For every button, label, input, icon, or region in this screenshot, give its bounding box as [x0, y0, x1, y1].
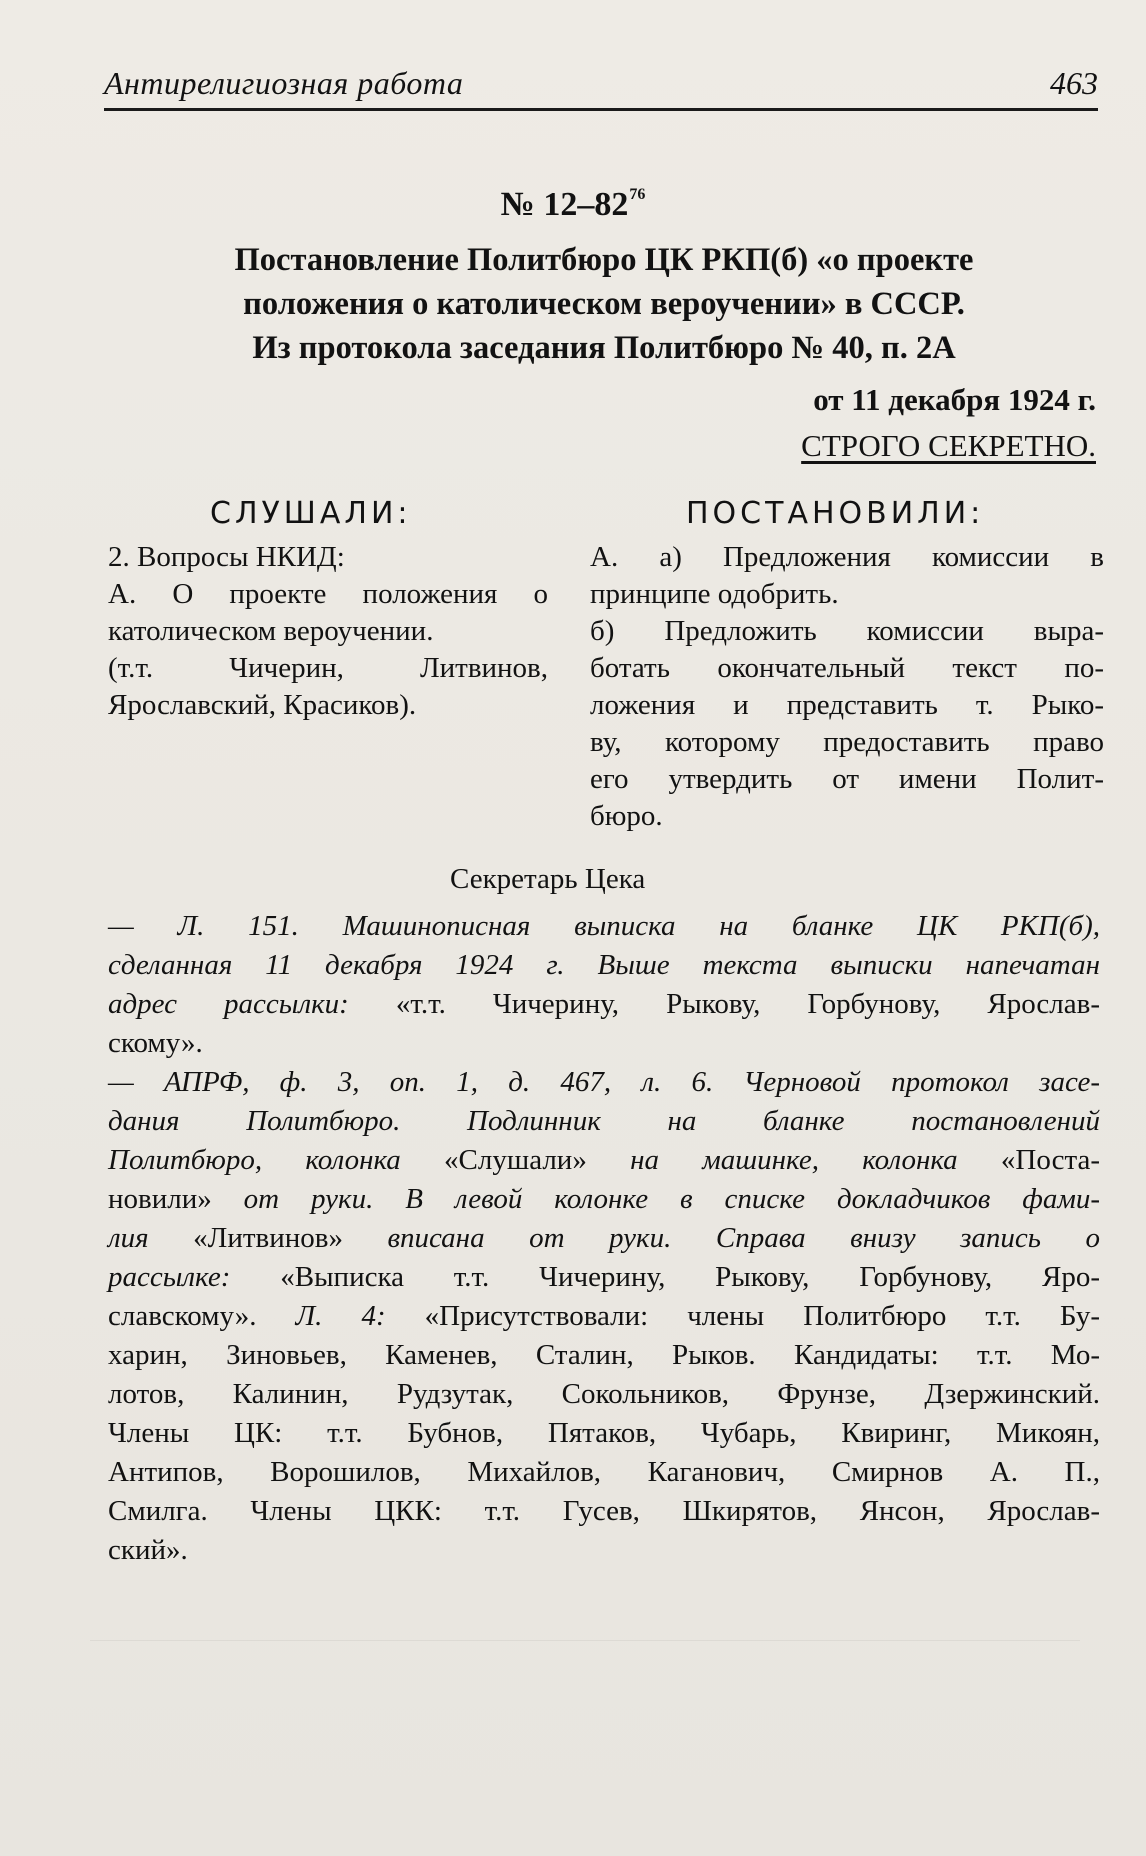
note-quote: «Поста-	[957, 1144, 1101, 1176]
note-line	[108, 985, 1100, 1024]
heard-heading: СЛУШАЛИ:	[210, 496, 412, 531]
note-quote: «Литвинов»	[148, 1222, 388, 1254]
bleed-through-divider	[90, 1640, 1080, 1641]
secrecy-stamp: СТРОГО СЕКРЕТНО.	[801, 428, 1096, 463]
note-text: сделанная 11 декабря 1924 г. Выше текста выписки напечатан	[108, 949, 1100, 981]
resolved-line: ботать окончательный текст по-	[590, 652, 1104, 684]
document-number-text: № 12–82	[500, 186, 629, 223]
note-text: на машинке, колонка	[630, 1144, 958, 1176]
note-quote: «Выписка т.т. Чичерину, Рыкову, Горбунову, Яро-	[230, 1261, 1100, 1293]
note-line	[108, 1141, 1100, 1180]
note-quote: «Слушали»	[400, 1144, 631, 1176]
note-text: вписана от руки. Справа внизу запись о	[387, 1222, 1100, 1254]
note-text: дания Политбюро. Подлинник на бланке постановлений	[108, 1105, 1100, 1137]
resolved-line: б) Предложить комиссии выра-	[590, 615, 1104, 647]
note-quote: скому».	[108, 1027, 203, 1059]
heard-line: А. О проекте положения о	[108, 578, 548, 610]
running-header	[104, 62, 1098, 111]
heard-line: 2. Вопросы НКИД:	[108, 541, 345, 573]
note-text: — АПРФ, ф. 3, оп. 1, д. 467, л. 6. Черновой протокол засе-	[108, 1066, 1100, 1098]
note-line: Антипов, Ворошилов, Михайлов, Каганович, Смирнов А. П.,	[108, 1456, 1100, 1488]
note-line: лотов, Калинин, Рудзутак, Сокольников, Фрунзе, Дзержинский.	[108, 1378, 1100, 1410]
note-line	[108, 946, 1100, 985]
resolved-line: ву, которому предоставить право	[590, 726, 1104, 758]
note-line	[108, 1180, 1100, 1219]
page-number: 463	[1050, 65, 1098, 101]
note-quote: «Присутствовали: члены Политбюро т.т. Бу-	[385, 1300, 1100, 1332]
note-line	[108, 1219, 1100, 1258]
note-text: Политбюро, колонка	[108, 1144, 401, 1176]
note-text: адрес рассылки:	[108, 988, 349, 1020]
note-quote: славскому».	[108, 1300, 257, 1332]
note-line	[108, 1258, 1100, 1297]
note-quote: «т.т. Чичерину, Рыкову, Горбунову, Ярослав-	[348, 988, 1100, 1020]
resolved-column	[590, 539, 1104, 835]
note-text: — Л. 151. Машинописная выписка на бланке ЦК РКП(б),	[108, 910, 1100, 942]
title-line: положения о католическом вероучении» в СССР.	[243, 286, 965, 322]
title-line: Из протокола заседания Политбюро № 40, п. 2А	[252, 330, 956, 366]
resolved-line: его утвердить от имени Полит-	[590, 763, 1104, 795]
resolved-heading: ПОСТАНОВИЛИ:	[686, 496, 985, 531]
resolved-line: принципе одобрить.	[590, 578, 839, 610]
note-text: лия	[108, 1222, 149, 1254]
note-line	[108, 1024, 1100, 1063]
secretary-signature-line: Секретарь Цека	[450, 863, 646, 895]
resolved-line: А. а) Предложения комиссии в	[590, 541, 1104, 573]
resolved-line: ложения и представить т. Рыко-	[590, 689, 1104, 721]
note-quote: новили»	[108, 1183, 212, 1215]
heard-line: (т.т. Чичерин, Литвинов,	[108, 652, 548, 684]
note-line: ский».	[108, 1534, 188, 1566]
note-line	[108, 1063, 1100, 1102]
source-notes	[108, 907, 1100, 1570]
note-line: Смилга. Члены ЦКК: т.т. Гусев, Шкирятов, Янсон, Ярослав-	[108, 1495, 1100, 1527]
heard-column	[108, 539, 548, 724]
note-text: рассылке:	[108, 1261, 231, 1293]
note-line	[108, 1102, 1100, 1141]
note-text: от руки. В левой колонке в списке докладчиков фами-	[211, 1183, 1100, 1215]
resolved-line: бюро.	[590, 800, 663, 832]
footnote-reference: 76	[629, 186, 646, 203]
note-line: Члены ЦК: т.т. Бубнов, Пятаков, Чубарь, Квиринг, Микоян,	[108, 1417, 1100, 1449]
note-line	[108, 1297, 1100, 1336]
note-text: Л. 4:	[256, 1300, 386, 1332]
document-date: от 11 декабря 1924 г.	[813, 382, 1096, 417]
document-number	[0, 186, 1146, 224]
heard-line: Ярославский, Красиков).	[108, 689, 417, 721]
heard-line: католическом вероучении.	[108, 615, 434, 647]
note-line	[108, 907, 1100, 946]
note-line: харин, Зиновьев, Каменев, Сталин, Рыков. Кандидаты: т.т. Мо-	[108, 1339, 1100, 1371]
title-line: Постановление Политбюро ЦК РКП(б) «о проекте	[234, 242, 974, 278]
section-title: Антирелигиозная работа	[104, 65, 464, 101]
document-title	[110, 238, 1098, 370]
